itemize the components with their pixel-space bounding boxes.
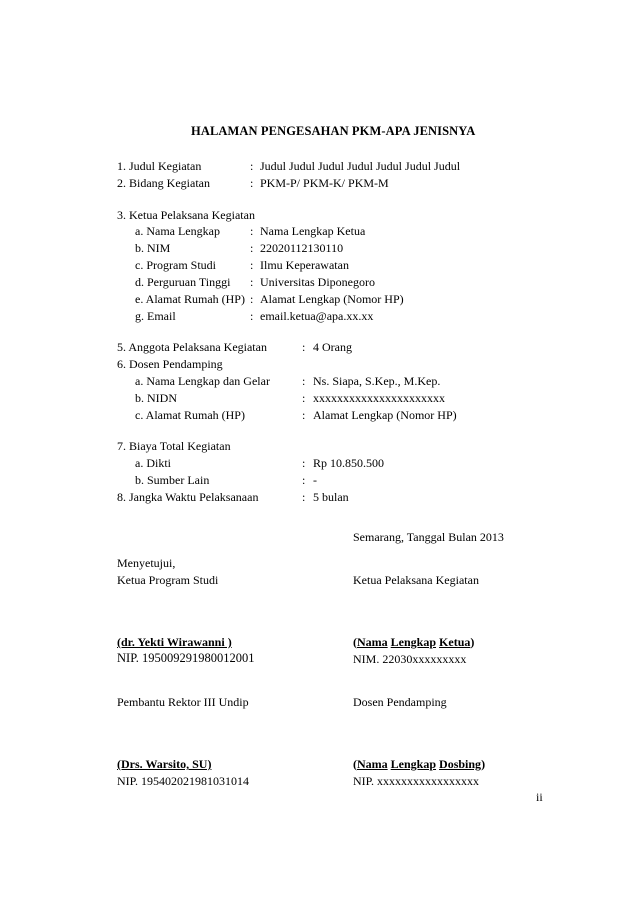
judul-label: 1. Judul Kegiatan xyxy=(117,159,202,173)
judul-value: Judul Judul Judul Judul Judul Judul Judul xyxy=(260,159,461,173)
anggota-value: 4 Orang xyxy=(313,340,352,354)
right1-nim: NIM. 22030xxxxxxxxx xyxy=(353,652,467,666)
ketua-nim-colon: : xyxy=(250,241,254,255)
paren-open: ( xyxy=(353,757,357,771)
left2-nip: NIP. 195402021981031014 xyxy=(117,774,250,788)
left1-signatory-name: (dr. Yekti Wirawanni ) xyxy=(117,635,232,649)
ketua-alamat-value: Alamat Lengkap (Nomor HP) xyxy=(260,292,404,306)
judul-colon: : xyxy=(250,159,254,173)
page-number: ii xyxy=(536,790,543,804)
ketua-prodi-label: c. Program Studi xyxy=(135,258,216,272)
left1-nip: NIP. 195009291980012001 xyxy=(117,651,255,665)
right2-role: Dosen Pendamping xyxy=(353,695,447,709)
biaya-dikti-value: Rp 10.850.500 xyxy=(313,456,385,470)
bidang-value: PKM-P/ PKM-K/ PKM-M xyxy=(260,176,389,190)
jangka-label: 8. Jangka Waktu Pelaksanaan xyxy=(117,490,259,504)
ketua-email-value: email.ketua@apa.xx.xx xyxy=(260,309,374,323)
biaya-dikti-label: a. Dikti xyxy=(135,456,171,470)
ketua-alamat-label: e. Alamat Rumah (HP) xyxy=(135,292,245,306)
paren-close: ) xyxy=(481,757,486,771)
left1-role: Ketua Program Studi xyxy=(117,573,219,587)
biaya-header: 7. Biaya Total Kegiatan xyxy=(117,439,231,453)
name-part: Nama xyxy=(357,635,388,649)
right1-signatory-name xyxy=(353,634,474,650)
ketua-email-colon: : xyxy=(250,309,254,323)
right2-nip: NIP. xxxxxxxxxxxxxxxxx xyxy=(353,774,480,788)
dosen-nidn-value: xxxxxxxxxxxxxxxxxxxxxx xyxy=(313,391,445,405)
ketua-nama-colon: : xyxy=(250,224,254,238)
page-title: HALAMAN PENGESAHAN PKM-APA JENISNYA xyxy=(191,124,476,138)
ketua-email-label: g. Email xyxy=(135,309,176,323)
left2-role: Pembantu Rektor III Undip xyxy=(117,695,249,709)
ketua-pt-value: Universitas Diponegoro xyxy=(260,275,375,289)
ketua-nama-label: a. Nama Lengkap xyxy=(135,224,220,238)
dosen-nama-colon: : xyxy=(302,374,306,388)
ketua-nim-value: 22020112130110 xyxy=(260,241,344,255)
ketua-alamat-colon: : xyxy=(250,292,254,306)
left2-signatory-name: (Drs. Warsito, SU) xyxy=(117,757,212,771)
ketua-prodi-colon: : xyxy=(250,258,254,272)
dosen-nidn-colon: : xyxy=(302,391,306,405)
name-part: Ketua xyxy=(439,635,471,649)
bidang-label: 2. Bidang Kegiatan xyxy=(117,176,210,190)
paren-close: ) xyxy=(470,635,475,649)
right1-role: Ketua Pelaksana Kegiatan xyxy=(353,573,479,587)
ketua-prodi-value: Ilmu Keperawatan xyxy=(260,258,349,272)
menyetujui-text: Menyetujui, xyxy=(117,556,176,570)
name-part: Lengkap xyxy=(390,635,437,649)
dosen-nama-value: Ns. Siapa, S.Kep., M.Kep. xyxy=(313,374,441,388)
dosen-alamat-label: c. Alamat Rumah (HP) xyxy=(135,408,245,422)
dosen-alamat-value: Alamat Lengkap (Nomor HP) xyxy=(313,408,457,422)
name-part: Nama xyxy=(357,757,388,771)
right2-signatory-name xyxy=(353,756,485,772)
place-date: Semarang, Tanggal Bulan 2013 xyxy=(353,530,504,544)
jangka-value: 5 bulan xyxy=(313,490,349,504)
ketua-pt-colon: : xyxy=(250,275,254,289)
paren-open: ( xyxy=(353,635,357,649)
dosen-nidn-label: b. NIDN xyxy=(135,391,177,405)
bidang-colon: : xyxy=(250,176,254,190)
biaya-dikti-colon: : xyxy=(302,456,306,470)
biaya-lain-value: - xyxy=(313,473,317,487)
name-part: Lengkap xyxy=(390,757,437,771)
dosen-alamat-colon: : xyxy=(302,408,306,422)
ketua-nama-value: Nama Lengkap Ketua xyxy=(260,224,366,238)
ketua-nim-label: b. NIM xyxy=(135,241,171,255)
ketua-pt-label: d. Perguruan Tinggi xyxy=(135,275,231,289)
dosen-header: 6. Dosen Pendamping xyxy=(117,357,223,371)
biaya-lain-label: b. Sumber Lain xyxy=(135,473,210,487)
jangka-colon: : xyxy=(302,490,306,504)
anggota-label: 5. Anggota Pelaksana Kegiatan xyxy=(117,340,267,354)
name-part: Dosbing xyxy=(439,757,482,771)
dosen-nama-label: a. Nama Lengkap dan Gelar xyxy=(135,374,270,388)
biaya-lain-colon: : xyxy=(302,473,306,487)
ketua-header: 3. Ketua Pelaksana Kegiatan xyxy=(117,208,255,222)
anggota-colon: : xyxy=(302,340,306,354)
